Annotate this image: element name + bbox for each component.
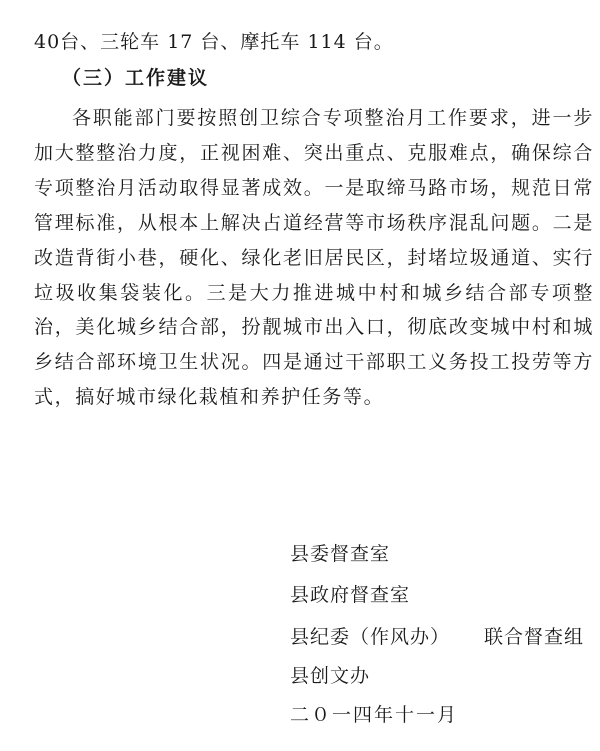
section-heading: （三）工作建议 — [62, 67, 210, 89]
signature-date: 二０一四年十一月 — [290, 704, 459, 726]
signature-group-label: 联合督查组 — [484, 626, 585, 648]
signature-office-3: 县纪委（作风办） — [290, 626, 451, 648]
signature-office-2: 县政府督查室 — [290, 584, 411, 606]
signature-office-4: 县创文办 — [290, 665, 371, 687]
top-line: 40台、三轮车 17 台、摩托车 114 台。 — [34, 31, 394, 53]
signature-office-1: 县委督查室 — [290, 543, 391, 565]
body-paragraph: 各职能部门要按照创卫综合专项整治月工作要求，进一步加大整整治力度，正视困难、突出重点、克服难点，确保综合专项整治月活动取得显著成效。一是取缔马路市场，规范日常管理标准，从根本上解决占道经营等市场秩序混乱问题。二是改造背街小巷，硬化、绿化老旧居民区，封堵垃圾通道、实行垃圾收集袋装化。三是大力推进城中村和城乡结合部专项整治，美化城乡结合部，扮靓城市出入口，彻底改变城中村和城乡结合部环境卫生状况。四是通过干部职工义务投工投劳等方式，搞好城市绿化栽植和养护任务等。 — [34, 107, 594, 409]
